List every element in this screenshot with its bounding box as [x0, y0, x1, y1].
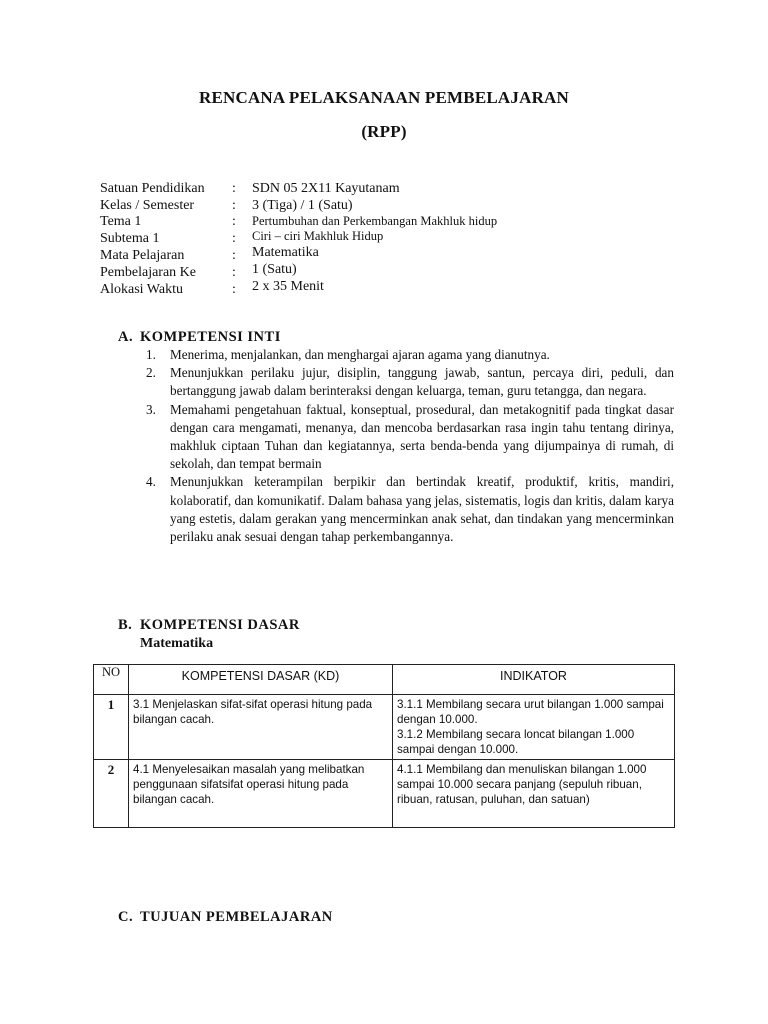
identity-label: Tema 1 [100, 214, 142, 229]
section-a-title: KOMPETENSI INTI [140, 329, 281, 345]
identity-label: Alokasi Waktu [100, 282, 183, 297]
header-indikator: INDIKATOR [393, 665, 675, 695]
section-b-letter: B. [118, 617, 133, 633]
row-indikator [393, 760, 675, 828]
section-a-letter: A. [118, 329, 134, 345]
identity-colon: : [232, 265, 236, 280]
list-item [146, 473, 674, 546]
identity-colon: : [232, 282, 236, 297]
list-item-number: 2. [146, 365, 156, 381]
row-number: 1 [94, 695, 129, 760]
kompetensi-inti-list [146, 346, 674, 546]
table-row [94, 695, 675, 760]
header-kd: KOMPETENSI DASAR (KD) [129, 665, 393, 695]
identity-value: Ciri – ciri Makhluk Hidup [252, 229, 384, 243]
identity-label: Kelas / Semester [100, 198, 195, 213]
indikator-item: 3.1.1 Membilang secara urut bilangan 1.000 sampai dengan 10.000. [397, 698, 664, 726]
identity-label: Subtema 1 [100, 231, 160, 246]
document-subtitle: (RPP) [361, 122, 407, 141]
list-item-number: 3. [146, 401, 156, 417]
identity-value: Pertumbuhan dan Perkembangan Makhluk hidup [252, 214, 498, 228]
document-title: RENCANA PELAKSANAAN PEMBELAJARAN [198, 88, 570, 107]
identity-colon: : [232, 231, 236, 246]
list-item [146, 364, 674, 400]
identity-value: 2 x 35 Menit [252, 279, 324, 294]
identity-value: 1 (Satu) [252, 262, 297, 277]
subject-heading: Matematika [140, 636, 214, 651]
table-row [94, 760, 675, 828]
row-kd: 3.1 Menjelaskan sifat-sifat operasi hitung pada bilangan cacah. [129, 695, 393, 760]
section-c-title: TUJUAN PEMBELAJARAN [140, 909, 333, 925]
identity-colon: : [232, 181, 236, 196]
identity-label: Satuan Pendidikan [100, 181, 205, 196]
row-number: 2 [94, 760, 129, 828]
identity-value: Matematika [252, 245, 319, 260]
list-item [146, 346, 674, 364]
list-item [146, 401, 674, 474]
list-item-text: Memahami pengetahuan faktual, konseptual, prosedural, dan metakognitif pada tingkat dasar dengan cara mengamati, menanya, dan mencoba berdasarkan rasa ingin tahu tentang dirinya, makhluk ciptaan Tuhan dan kegiatannya, serta benda-benda yang dijumpainya di rumah, di sekolah, dan tempat bermain [170, 401, 674, 472]
identity-colon: : [232, 214, 236, 229]
indikator-item: 4.1.1 Membilang dan menuliskan bilangan 1.000 sampai 10.000 secara panjang (sepuluh ribuan, ribuan, ratusan, puluhan, dan satuan) [397, 763, 647, 806]
list-item-text: Menerima, menjalankan, dan menghargai ajaran agama yang dianutnya. [170, 347, 550, 362]
section-c-letter: C. [118, 909, 134, 925]
identity-colon: : [232, 198, 236, 213]
identity-label: Pembelajaran Ke [100, 265, 197, 280]
list-item-number: 4. [146, 474, 156, 490]
identity-value: 3 (Tiga) / 1 (Satu) [252, 198, 353, 213]
identity-label: Mata Pelajaran [100, 248, 185, 263]
table-header-row [94, 665, 675, 695]
identity-colon: : [232, 248, 236, 263]
header-no: NO [94, 665, 129, 695]
section-b-title: KOMPETENSI DASAR [140, 617, 300, 633]
indikator-item: 3.1.2 Membilang secara loncat bilangan 1.000 sampai dengan 10.000. [397, 728, 635, 756]
row-kd: 4.1 Menyelesaikan masalah yang melibatkan penggunaan sifatsifat operasi hitung pada bilangan cacah. [129, 760, 393, 828]
kompetensi-dasar-table [93, 664, 675, 828]
identity-value: SDN 05 2X11 Kayutanam [252, 181, 400, 196]
list-item-text: Menunjukkan keterampilan berpikir dan bertindak kreatif, produktif, kritis, mandiri, kolaboratif, dan komunikatif. Dalam bahasa yang jelas, sistematis, logis dan kritis, dalam karya yang estetis, dalam gerakan yang mencerminkan anak sehat, dan tindakan yang mencerminkan perilaku anak sesuai dengan tahap perkembangannya. [170, 474, 674, 545]
list-item-number: 1. [146, 347, 156, 362]
row-indikator [393, 695, 675, 760]
list-item-text: Menunjukkan perilaku jujur, disiplin, tanggung jawab, santun, percaya diri, peduli, dan bertanggung jawab dalam berinteraksi dengan keluarga, teman, guru tetangga, dan negara. [170, 365, 674, 399]
